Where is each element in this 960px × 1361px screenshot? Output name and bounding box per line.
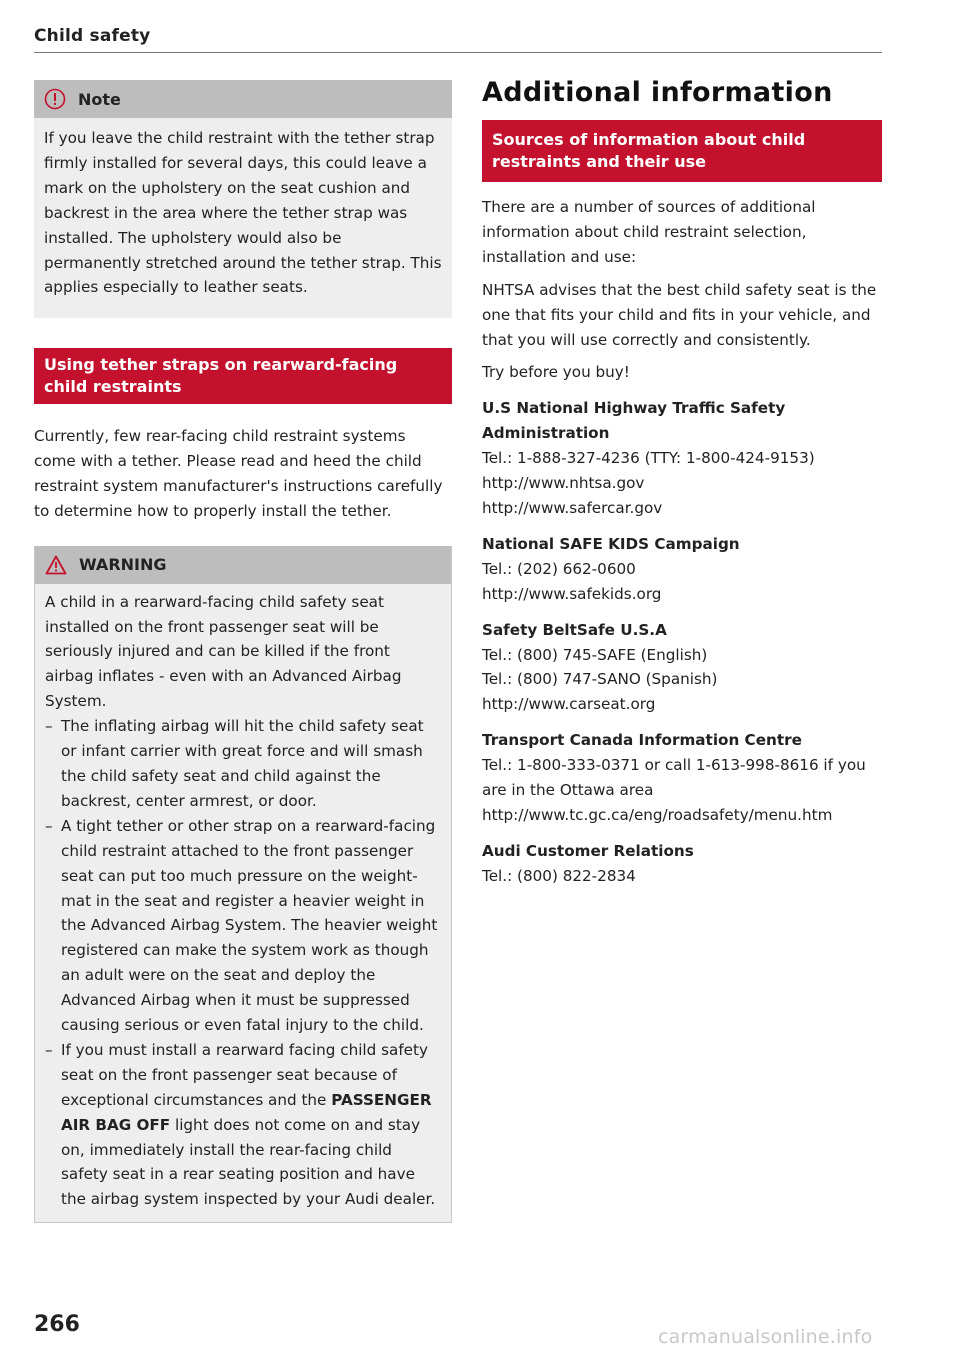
note-text: If you leave the child restraint with the tether strap firmly installed for several days, this could leave a mark on the upholstery on the seat cushion and backrest in the area where the tether strap was installed. The upholstery would also be permanently stretched around the tether strap. This applies especially to leather seats. — [44, 129, 442, 297]
nhtsa-advice: NHTSA advises that the best child safety seat is the one that fits your child and fits in your vehicle, and that you will use correctly and consistently. — [482, 280, 877, 349]
chapter-title: Child safety — [34, 26, 151, 46]
right-column — [482, 74, 882, 889]
note-title: Note — [78, 89, 121, 109]
left-column — [34, 80, 452, 1223]
tether-section-heading: Using tether straps on rearward-facing child restraints — [34, 348, 452, 404]
additional-info-title: Additional information — [482, 77, 833, 108]
warning-item — [45, 1038, 441, 1212]
org-title: Safety BeltSafe U.S.A — [482, 620, 667, 639]
note-header — [34, 80, 452, 118]
sources-section-heading: Sources of information about child restraints and their use — [482, 120, 882, 182]
org-line: Tel.: (800) 822-2834 — [482, 866, 636, 885]
warning-box — [34, 546, 452, 1224]
org-line: Tel.: (800) 745-SAFE (English) — [482, 645, 708, 664]
watermark: carmanualsonline.info — [658, 1326, 873, 1348]
warning-intro: A child in a rearward-facing child safety seat installed on the front passenger seat will be seriously injured and can be killed if the front airbag inflates - even with an Advanced Airbag System. — [45, 592, 402, 711]
warning-item-3-text-b: light does not come on and stay on, immediately install the rear-facing child safety seat in a rear seating position and have the airbag system inspected by your Audi dealer. — [61, 1115, 436, 1209]
warning-item: – The inflating airbag will hit the child safety seat or infant carrier with great force and will smash the child safety seat and child against the backrest, center armrest, or door. — [45, 714, 441, 814]
warning-list — [45, 714, 441, 1212]
org-line: Tel.: 1-888-327-4236 (TTY: 1-800-424-9153) — [482, 449, 815, 468]
tether-section-text: Currently, few rear-facing child restraint systems come with a tether. Please read and heed the child restraint system manufacturer's instructions carefully to determine how to properly install the tether. — [34, 427, 443, 520]
org-link[interactable]: http://www.safercar.gov — [482, 498, 663, 517]
org-link[interactable]: http://www.carseat.org — [482, 695, 656, 714]
org-line: Tel.: 1-800-333-0371 or call 1-613-998-8616 if you are in the Ottawa area — [482, 756, 866, 800]
org-audi-relations — [482, 839, 882, 889]
info-circle-icon — [44, 88, 66, 110]
warning-item: – A tight tether or other strap on a rearward-facing child restraint attached to the front passenger seat can put too much pressure on the weight-mat in the seat and register a heavier weight in the Advanced Airbag System. The heavier weight registered can make the system work as though an adult were on the seat and deploy the Advanced Airbag when it must be suppressed causing serious or even fatal injury to the child. — [45, 814, 441, 1038]
warning-body — [35, 584, 451, 1223]
warning-title: WARNING — [79, 555, 167, 575]
warning-item-3-text-a: If you must install a rearward facing child safety seat on the front passenger seat because of exceptional circumstances and the — [61, 1040, 428, 1109]
header-rule — [34, 52, 882, 53]
org-title: National SAFE KIDS Campaign — [482, 534, 740, 553]
org-transport-canada — [482, 728, 882, 828]
page-number: 266 — [34, 1312, 80, 1337]
org-title: Transport Canada Information Centre — [482, 731, 802, 750]
org-title: Audi Customer Relations — [482, 841, 694, 860]
org-link[interactable]: http://www.nhtsa.gov — [482, 474, 645, 493]
org-link[interactable]: http://www.tc.gc.ca/eng/roadsafety/menu.htm — [482, 805, 833, 824]
org-line: Tel.: (202) 662-0600 — [482, 559, 636, 578]
org-safe-kids — [482, 532, 882, 607]
warning-triangle-icon — [45, 555, 67, 575]
org-nhtsa — [482, 396, 882, 521]
additional-intro: There are a number of sources of additional information about child restraint selection, installation and use: — [482, 198, 816, 266]
try-before-buy: Try before you buy! — [482, 363, 630, 382]
org-title: U.S National Highway Traffic Safety Administration — [482, 399, 786, 443]
org-link[interactable]: http://www.safekids.org — [482, 584, 662, 603]
note-box — [34, 80, 452, 318]
warning-header — [35, 546, 451, 584]
passenger-airbag-off-label: PASSENGER AIR BAG OFF — [61, 1090, 432, 1134]
org-line: Tel.: (800) 747-SANO (Spanish) — [482, 670, 718, 689]
org-beltsafe — [482, 618, 882, 718]
